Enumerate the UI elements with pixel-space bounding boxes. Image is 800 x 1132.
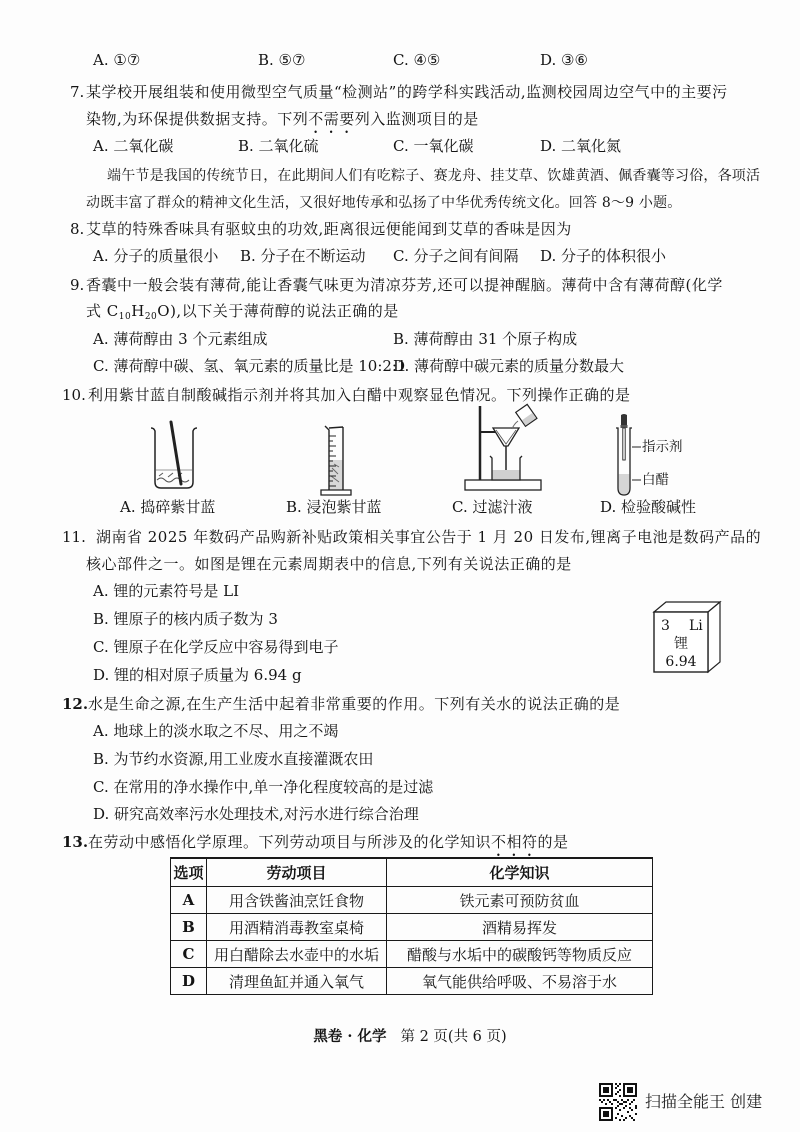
q6-option-b: B. ⑤⑦ bbox=[258, 51, 306, 69]
row-task: 清理鱼缸并通入氧气 bbox=[207, 968, 387, 995]
q13-stem-after: 的是 bbox=[537, 833, 569, 851]
table-row bbox=[171, 914, 653, 941]
q8-stem: 艾草的特殊香味具有驱蚊虫的功效,距离很远便能闻到艾草的香味是因为 bbox=[86, 220, 572, 238]
q13-stem bbox=[88, 832, 569, 860]
q7-option-a: A. 二氧化碳 bbox=[93, 137, 174, 155]
q6-option-c: C. ④⑤ bbox=[393, 51, 441, 69]
row-task: 用含铁酱油烹饪食物 bbox=[207, 887, 387, 914]
q10-stem: 利用紫甘蓝自制酸碱指示剂并将其加入白醋中观察显色情况。下列操作正确的是 bbox=[88, 386, 631, 404]
q9-stem-line2 bbox=[86, 301, 399, 321]
q12-stem: 水是生命之源,在生产生活中起着非常重要的作用。下列有关水的说法正确的是 bbox=[88, 695, 621, 713]
q9-option-a: A. 薄荷醇由 3 个元素组成 bbox=[93, 330, 268, 348]
formula-h-subscript: 20 bbox=[144, 312, 158, 322]
q7-stem-line2-before: 染物,为环保提供数据支持。下列 bbox=[86, 110, 309, 128]
table-row bbox=[171, 887, 653, 914]
header-option: 选项 bbox=[171, 858, 207, 887]
q9-stem-line1: 香囊中一般会装有薄荷,能让香囊气味更为清凉芬芳,还可以提神醒脑。薄荷中含有薄荷醇(化学 bbox=[86, 276, 723, 294]
formula-c: C bbox=[106, 302, 119, 320]
row-knowledge: 醋酸与水垢中的碳酸钙等物质反应 bbox=[387, 941, 653, 968]
figure-c-filtration-setup bbox=[462, 402, 544, 498]
q9-option-d: D. 薄荷醇中碳元素的质量分数最大 bbox=[393, 357, 625, 375]
row-task: 用酒精消毒教室桌椅 bbox=[207, 914, 387, 941]
row-option: A bbox=[171, 887, 207, 914]
q11-option-d: D. 锂的相对原子质量为 6.94 g bbox=[93, 666, 302, 684]
row-option: D bbox=[171, 968, 207, 995]
q11-stem-line2: 核心部件之一。如图是锂在元素周期表中的信息,下列有关说法正确的是 bbox=[86, 555, 572, 573]
figure-b-graduated-cylinder bbox=[318, 424, 354, 502]
passage-line1: 端午节是我国的传统节日，在此期间人们有吃粽子、赛龙舟、挂艾草、饮雄黄酒、佩香囊等习俗，各项活 bbox=[107, 168, 761, 184]
figure-a-beaker bbox=[146, 420, 202, 496]
atomic-mass: 6.94 bbox=[665, 654, 697, 670]
q9-option-c: C. 薄荷醇中碳、氢、氧元素的质量比是 10:2:1 bbox=[93, 357, 407, 375]
row-option: C bbox=[171, 941, 207, 968]
row-knowledge: 酒精易挥发 bbox=[387, 914, 653, 941]
atomic-number: 3 bbox=[661, 618, 670, 634]
q7-option-d: D. 二氧化氮 bbox=[540, 137, 622, 155]
header-knowledge: 化学知识 bbox=[387, 858, 653, 887]
q8-number: 8. bbox=[70, 220, 85, 238]
q9-number: 9. bbox=[70, 276, 85, 294]
q7-stem-line2 bbox=[86, 109, 479, 137]
q11-number: 11. bbox=[62, 528, 86, 546]
q6-option-a: A. ①⑦ bbox=[93, 51, 141, 69]
label-vinegar: 白醋 bbox=[642, 472, 669, 488]
row-knowledge: 铁元素可预防贫血 bbox=[387, 887, 653, 914]
q10-number: 10. bbox=[62, 386, 86, 404]
q8-option-b: B. 分子在不断运动 bbox=[240, 247, 366, 265]
q10-caption-c: C. 过滤汁液 bbox=[452, 498, 533, 516]
q7-stem-line1: 某学校开展组装和使用微型空气质量“检测站”的跨学科实践活动,监测校园周边空气中的主要污 bbox=[86, 83, 728, 101]
q13-stem-before: 在劳动中感悟化学原理。下列劳动项目与所涉及的化学知识 bbox=[88, 833, 492, 851]
q12-option-c: C. 在常用的净水操作中,单一净化程度较高的是过滤 bbox=[93, 778, 434, 796]
q13-table bbox=[170, 857, 653, 995]
q8-option-a: A. 分子的质量很小 bbox=[93, 247, 219, 265]
label-indicator: 指示剂 bbox=[642, 439, 683, 455]
q10-caption-a: A. 捣碎紫甘蓝 bbox=[120, 498, 216, 516]
footer-paper-name: 黑卷 · 化学 bbox=[313, 1028, 387, 1045]
q13-number: 13. bbox=[62, 833, 89, 851]
element-name: 锂 bbox=[674, 636, 688, 652]
q7-number: 7. bbox=[70, 83, 85, 101]
passage-line2: 动既丰富了群众的精神文化生活，又很好地传承和弘扬了中华优秀传统文化。回答 8～9 小题。 bbox=[86, 195, 682, 211]
q9-stem-line2-before: 式 bbox=[86, 302, 107, 320]
table-row bbox=[171, 941, 653, 968]
q9-option-b: B. 薄荷醇由 31 个原子构成 bbox=[393, 330, 578, 348]
q7-stem-line2-after: 列入监测项目的是 bbox=[354, 110, 479, 128]
lithium-element-card bbox=[652, 600, 722, 676]
scanner-watermark: 扫描全能王 创建 bbox=[645, 1092, 763, 1111]
row-knowledge: 氧气能供给呼吸、不易溶于水 bbox=[387, 968, 653, 995]
formula-h: H bbox=[131, 302, 145, 320]
q12-option-b: B. 为节约水资源,用工业废水直接灌溉农田 bbox=[93, 750, 374, 768]
menthol-formula bbox=[107, 302, 170, 320]
row-task: 用白醋除去水壶中的水垢 bbox=[207, 941, 387, 968]
footer-page-number: 第 2 页(共 6 页) bbox=[400, 1029, 507, 1045]
q11-stem-line1: 湖南省 2025 年数码产品购新补贴政策相关事宜公告于 1 月 20 日发布,锂离子电池是数码产品的 bbox=[96, 528, 762, 546]
element-symbol: Li bbox=[689, 618, 703, 634]
q10-caption-d: D. 检验酸碱性 bbox=[600, 498, 697, 516]
q9-stem-line2-after: ),以下关于薄荷醇的说法正确的是 bbox=[170, 302, 399, 320]
q6-option-d: D. ③⑥ bbox=[540, 51, 588, 69]
page-footer bbox=[290, 1027, 530, 1047]
q10-caption-b: B. 浸泡紫甘蓝 bbox=[286, 498, 382, 516]
qr-code-icon bbox=[599, 1083, 637, 1125]
q13-emphasis: 不相符 bbox=[491, 833, 538, 851]
q12-number: 12. bbox=[62, 695, 89, 713]
q7-option-b: B. 二氧化硫 bbox=[238, 137, 319, 155]
q7-option-c: C. 一氧化碳 bbox=[393, 137, 474, 155]
q11-option-c: C. 锂原子在化学反应中容易得到电子 bbox=[93, 638, 339, 656]
header-task: 劳动项目 bbox=[207, 858, 387, 887]
q8-option-c: C. 分子之间有间隔 bbox=[393, 247, 519, 265]
figure-d-test-tube bbox=[610, 414, 642, 504]
q11-option-a: A. 锂的元素符号是 LI bbox=[93, 582, 240, 600]
q12-option-d: D. 研究高效率污水处理技术,对污水进行综合治理 bbox=[93, 805, 419, 823]
q7-emphasis: 不需要 bbox=[308, 110, 355, 128]
formula-c-subscript: 10 bbox=[118, 312, 132, 322]
table-header-row bbox=[171, 858, 653, 887]
q8-option-d: D. 分子的体积很小 bbox=[540, 247, 667, 265]
q12-option-a: A. 地球上的淡水取之不尽、用之不竭 bbox=[93, 722, 339, 740]
row-option: B bbox=[171, 914, 207, 941]
formula-o: O bbox=[157, 302, 171, 320]
table-row bbox=[171, 968, 653, 995]
q11-option-b: B. 锂原子的核内质子数为 3 bbox=[93, 610, 278, 628]
